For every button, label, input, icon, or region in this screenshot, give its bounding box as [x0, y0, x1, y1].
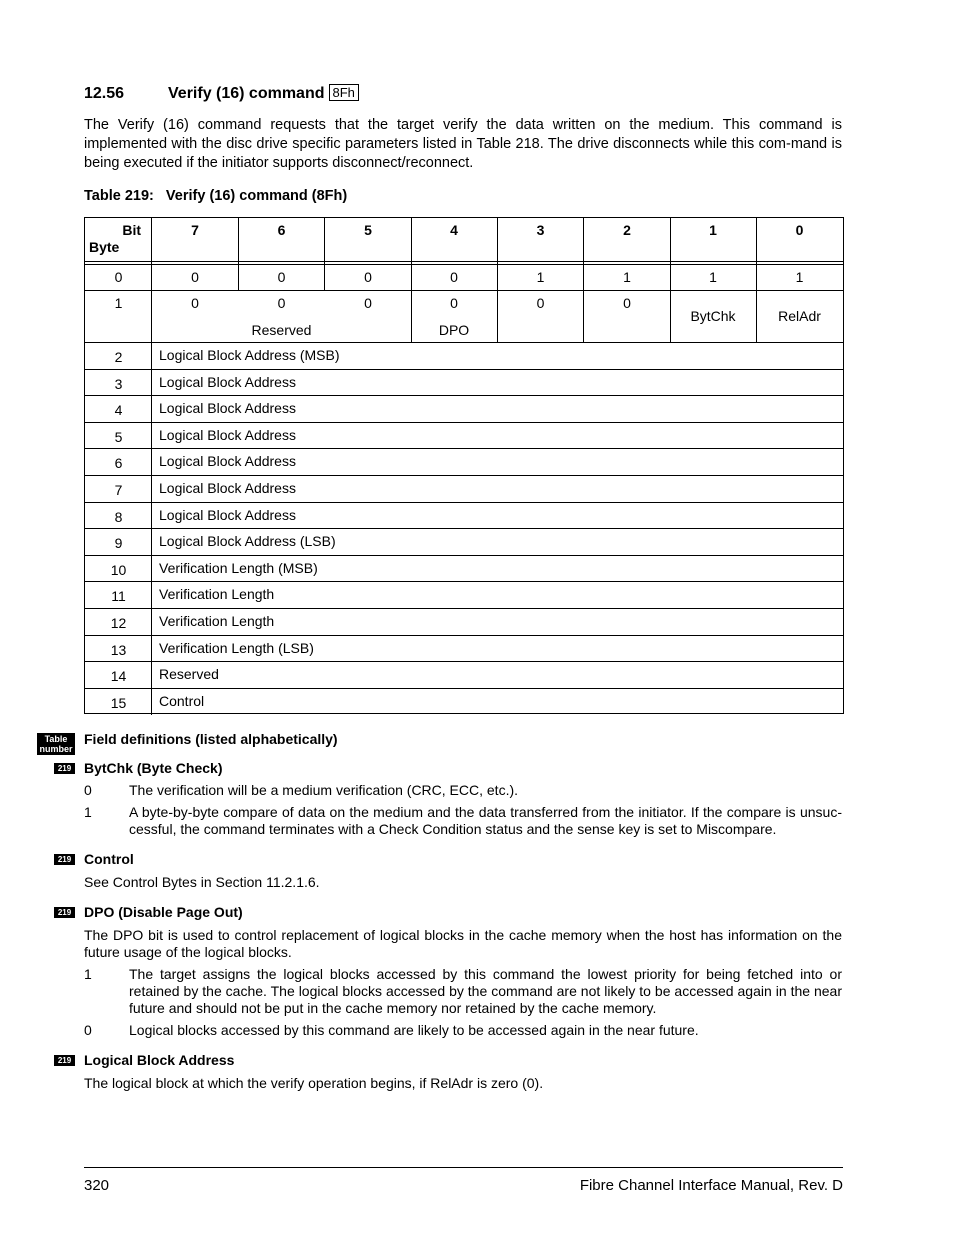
- field-label: Verification Length (LSB): [159, 639, 314, 656]
- table-number-tag: [37, 733, 75, 755]
- field-label: Logical Block Address: [159, 373, 296, 390]
- bit-value: 0: [450, 295, 458, 311]
- intro-paragraph: The Verify (16) command requests that the target verify the data written on the medium. This command is implemented with the disc drive specific parameters listed in Table 218. The drive disconnects while this com-mand is being executed if the initiator supports disconnect/reconnect.: [84, 117, 842, 171]
- footer-rule: [84, 1167, 843, 1168]
- table-caption: Table 219: Verify (16) command (8Fh): [84, 188, 348, 204]
- bit-header: 2: [623, 222, 631, 238]
- byte-number: 6: [114, 455, 123, 472]
- bit-header: 7: [191, 222, 199, 238]
- field-label: Logical Block Address (LSB): [159, 533, 336, 550]
- tag-line: number: [39, 744, 73, 754]
- byte-number: 13: [110, 641, 127, 658]
- bit-value: 1: [536, 269, 545, 285]
- byte-number: 7: [114, 482, 123, 498]
- bit-value: 0: [364, 269, 372, 285]
- byte-number: 15: [110, 694, 127, 711]
- dpo-value: 1: [84, 966, 92, 982]
- dpo-value-desc: Logical blocks accessed by this command are likely to be accessed again in the near future.: [129, 1022, 699, 1038]
- byte-number: 9: [114, 535, 123, 552]
- header-byte-label: Byte: [89, 239, 120, 255]
- bit-header: 6: [277, 222, 286, 238]
- bit-value: 1: [709, 269, 717, 285]
- page-number: 320: [84, 1177, 110, 1194]
- bit-header: 3: [536, 222, 545, 238]
- dpo-value: 0: [84, 1022, 92, 1038]
- bit-value: 1: [623, 269, 631, 285]
- byte-number: 10: [110, 561, 127, 578]
- header-bit-label: Bit: [122, 222, 141, 238]
- bit-header: 4: [450, 222, 458, 238]
- dpo-field-label: DPO: [438, 322, 470, 338]
- bytchk-desc: The verification will be a medium verification (CRC, ECC, etc.).: [129, 782, 519, 798]
- bytchk-value: 1: [84, 804, 92, 820]
- byte-number: 14: [110, 668, 127, 685]
- field-label: Logical Block Address: [159, 506, 296, 523]
- byte-number: 8: [114, 508, 123, 525]
- bit-value: 0: [364, 295, 372, 311]
- lba-title: Logical Block Address: [84, 1052, 235, 1068]
- opcode-box: 8Fh: [329, 84, 359, 101]
- field-label: Control: [159, 692, 205, 709]
- control-desc: See Control Bytes in Section 11.2.1.6.: [84, 874, 320, 890]
- bit-value: 0: [277, 295, 286, 311]
- byte-number: 1: [114, 295, 123, 311]
- bit-value: 1: [795, 269, 804, 285]
- dpo-desc: The DPO bit is used to control replacement of logical blocks in the cache memory when the host has information on the future usage of the logical blocks.: [84, 927, 842, 960]
- lba-desc: The logical block at which the verify operation begins, if RelAdr is zero (0).: [84, 1075, 544, 1091]
- table-ref-badge: 219: [54, 763, 75, 774]
- bit-value: 0: [191, 269, 199, 285]
- field-definitions-heading: Field definitions (listed alphabetically): [84, 731, 338, 747]
- bit-value: 0: [277, 269, 286, 285]
- bit-header: 0: [795, 222, 804, 238]
- section-number: 12.56: [84, 85, 125, 102]
- field-label: Logical Block Address: [159, 400, 296, 417]
- bit-value: 0: [536, 295, 545, 311]
- field-label: Logical Block Address: [159, 480, 296, 496]
- field-label: Reserved: [159, 666, 219, 683]
- field-label: Verification Length: [159, 613, 275, 629]
- bytchk-value: 0: [84, 782, 92, 798]
- bit-value: 0: [191, 295, 199, 311]
- field-label: Logical Block Address: [159, 426, 296, 443]
- field-label: Logical Block Address: [159, 453, 296, 470]
- byte-number: 2: [114, 349, 123, 365]
- bit-header: 5: [364, 222, 372, 238]
- bytchk-title: BytChk (Byte Check): [84, 760, 223, 776]
- bit-value: 0: [450, 269, 458, 285]
- bytchk-field-label: BytChk: [690, 308, 736, 324]
- byte-number: 3: [114, 375, 123, 392]
- byte-number: 5: [114, 428, 123, 445]
- byte-number: 11: [111, 588, 126, 605]
- table-ref-badge: 219: [54, 907, 75, 918]
- table-ref-badge: 219: [54, 1055, 75, 1066]
- field-label: Verification Length: [159, 586, 275, 603]
- section-heading: [84, 84, 359, 103]
- reladr-field-label: RelAdr: [778, 308, 821, 324]
- bytchk-desc: A byte-by-byte compare of data on the medium and the data transferred from the initiator. If the compare is unsuc-cessful, the command terminates with a Check Condition status and the sense key is set to Miscompare.: [129, 804, 842, 837]
- byte-number: 4: [114, 402, 123, 419]
- bit-header: 1: [709, 222, 717, 238]
- table-ref-badge: 219: [54, 854, 75, 865]
- header-corner: [85, 218, 152, 262]
- field-label: Verification Length (MSB): [159, 559, 318, 576]
- section-title: Verify (16) command: [168, 85, 325, 102]
- bit-value: 0: [623, 295, 631, 311]
- reserved-field-label: Reserved: [251, 322, 312, 338]
- field-label: Logical Block Address (MSB): [159, 347, 340, 363]
- dpo-value-desc: The target assigns the logical blocks accessed by this command the lowest priority for being fetched into or retained by the cache. The logical blocks accessed by the command are not likely to be accessed again in the near future and should not be put in the cache memory nor retained by the cache memory.: [129, 966, 842, 1016]
- command-table: [84, 217, 844, 714]
- byte-number: 12: [110, 615, 127, 631]
- document-title: Fibre Channel Interface Manual, Rev. D: [579, 1177, 843, 1194]
- tag-line: Table: [44, 734, 68, 744]
- byte-number: 0: [114, 269, 123, 285]
- dpo-title: DPO (Disable Page Out): [84, 904, 243, 920]
- control-title: Control: [84, 851, 134, 867]
